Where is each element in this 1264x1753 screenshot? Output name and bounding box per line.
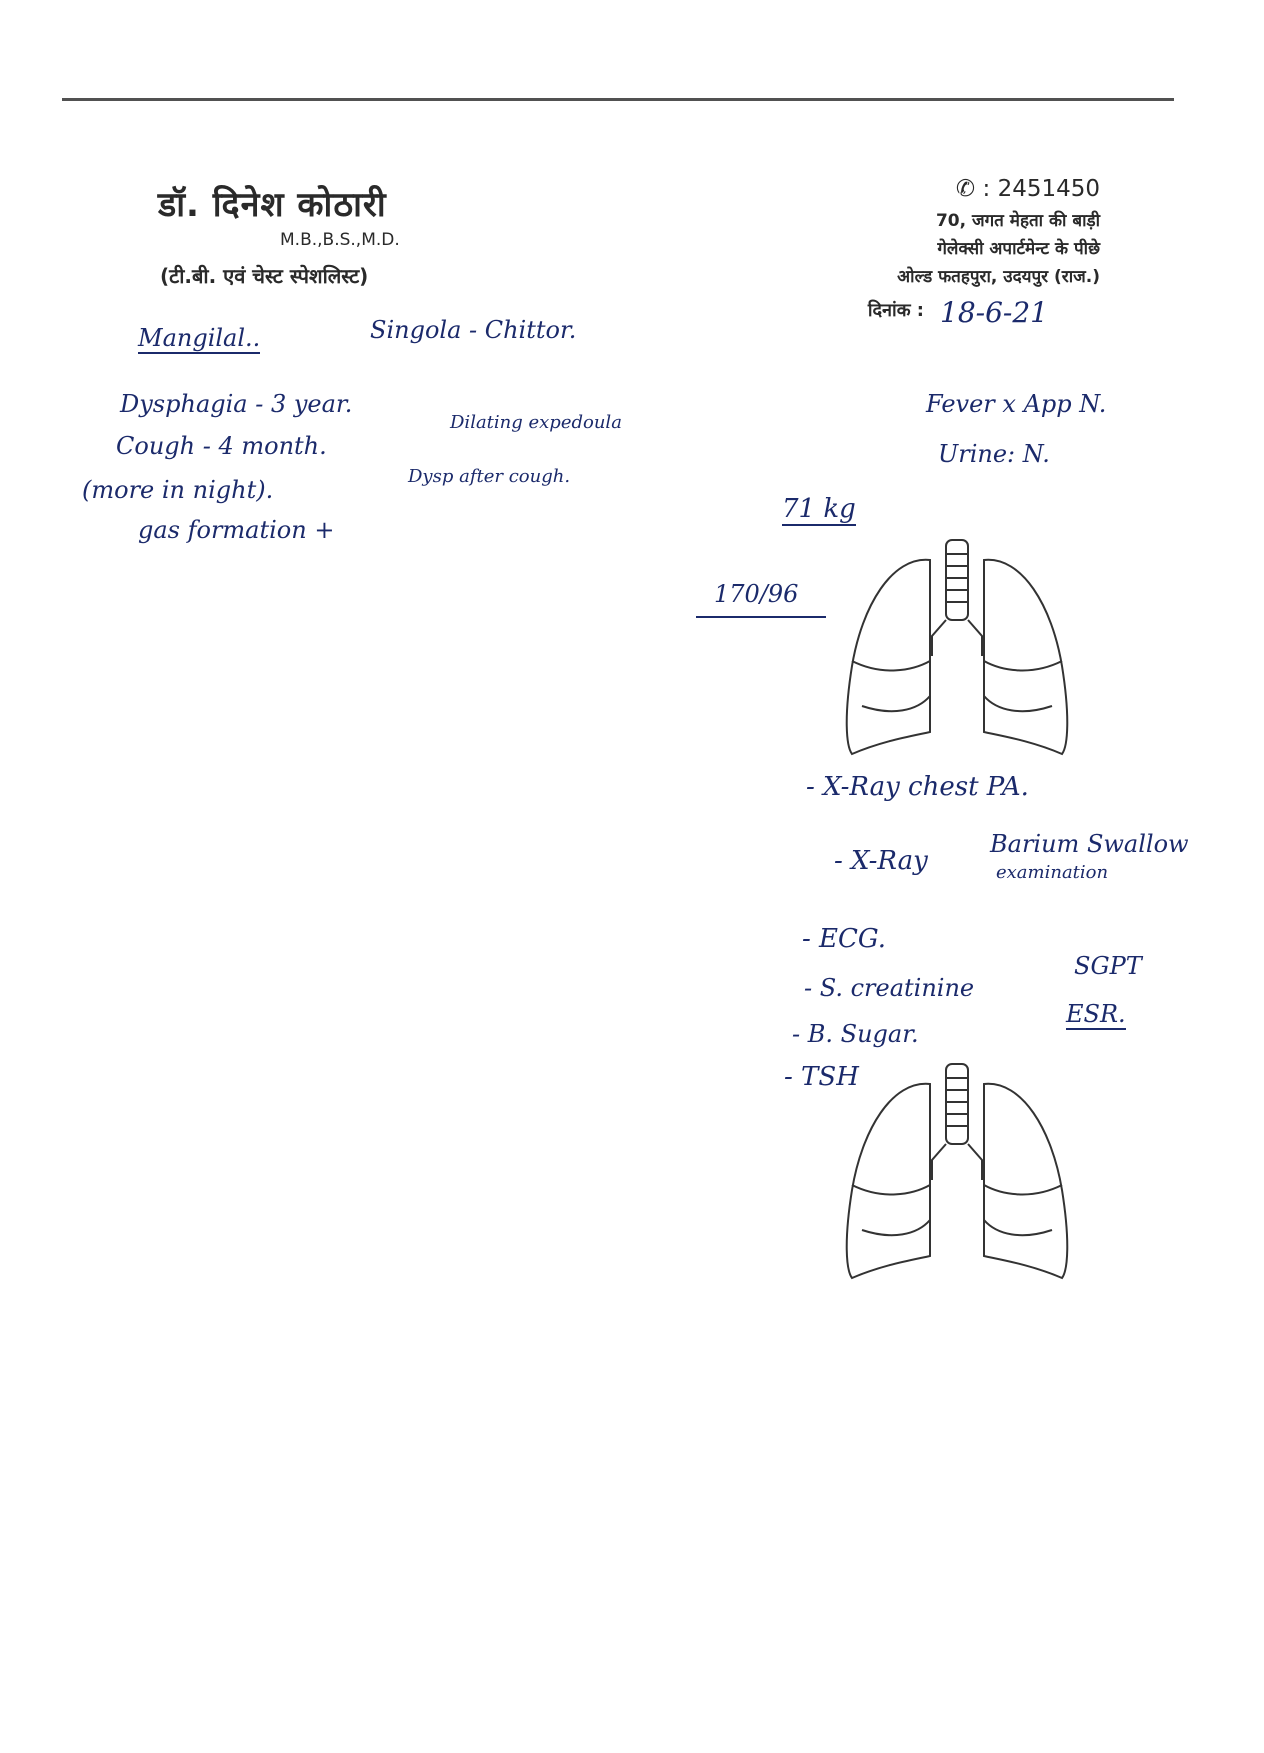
lungs-diagram-bottom — [822, 1060, 1094, 1280]
complaint-line-1: Dysphagia - 3 year. — [120, 390, 353, 418]
doctor-specialty: (टी.बी. एवं चेस्ट स्पेशलिस्ट) — [160, 264, 369, 288]
test-barium-swallow: Barium Swallow — [990, 830, 1189, 858]
urine-note: Urine: N. — [938, 440, 1050, 468]
scan-edge-line — [62, 98, 1174, 101]
complaint-line-4: gas formation + — [138, 516, 335, 544]
test-creatinine: - S. creatinine — [804, 974, 975, 1002]
test-ecg: - ECG. — [802, 924, 887, 954]
date-label: दिनांक : — [867, 300, 924, 321]
test-esr: ESR. — [1066, 1000, 1126, 1028]
fever-note: Fever x App N. — [926, 390, 1107, 418]
date-value: 18-6-21 — [940, 296, 1048, 329]
doctor-degree: M.B.,B.S.,M.D. — [280, 230, 400, 250]
doctor-name: डॉ. दिनेश कोठारी — [158, 185, 387, 225]
test-sgpt: SGPT — [1074, 952, 1142, 980]
complaint-line-3: (more in night). — [82, 476, 274, 504]
complaint-line-2b: Dilating expedoula — [450, 412, 622, 433]
complaint-line-2: Cough - 4 month. — [116, 432, 327, 460]
test-barium-examination: examination — [996, 862, 1109, 883]
patient-place: Singola - Chittor. — [370, 316, 577, 344]
address-line-3: ओल्ड फतहपुरा, उदयपुर (राज.) — [897, 267, 1100, 287]
lungs-diagram-top — [822, 536, 1094, 756]
bp-underline — [696, 616, 826, 618]
test-xray-chest: - X-Ray chest PA. — [806, 772, 1029, 802]
test-sugar: - B. Sugar. — [792, 1020, 919, 1048]
weight-note: 71 kg — [782, 494, 856, 524]
patient-name: Mangilal.. — [138, 324, 261, 352]
address-line-2: गेलेक्सी अपार्टमेन्ट के पीछे — [937, 239, 1100, 259]
complaint-line-3b: Dysp after cough. — [408, 466, 571, 487]
test-tsh: - TSH — [784, 1062, 859, 1092]
address-line-1: 70, जगत मेहता की बाड़ी — [935, 211, 1100, 231]
phone-number: ✆ : 2451450 — [955, 176, 1100, 202]
bp-note: 170/96 — [714, 580, 799, 608]
test-xray-barium: - X-Ray — [834, 846, 928, 876]
